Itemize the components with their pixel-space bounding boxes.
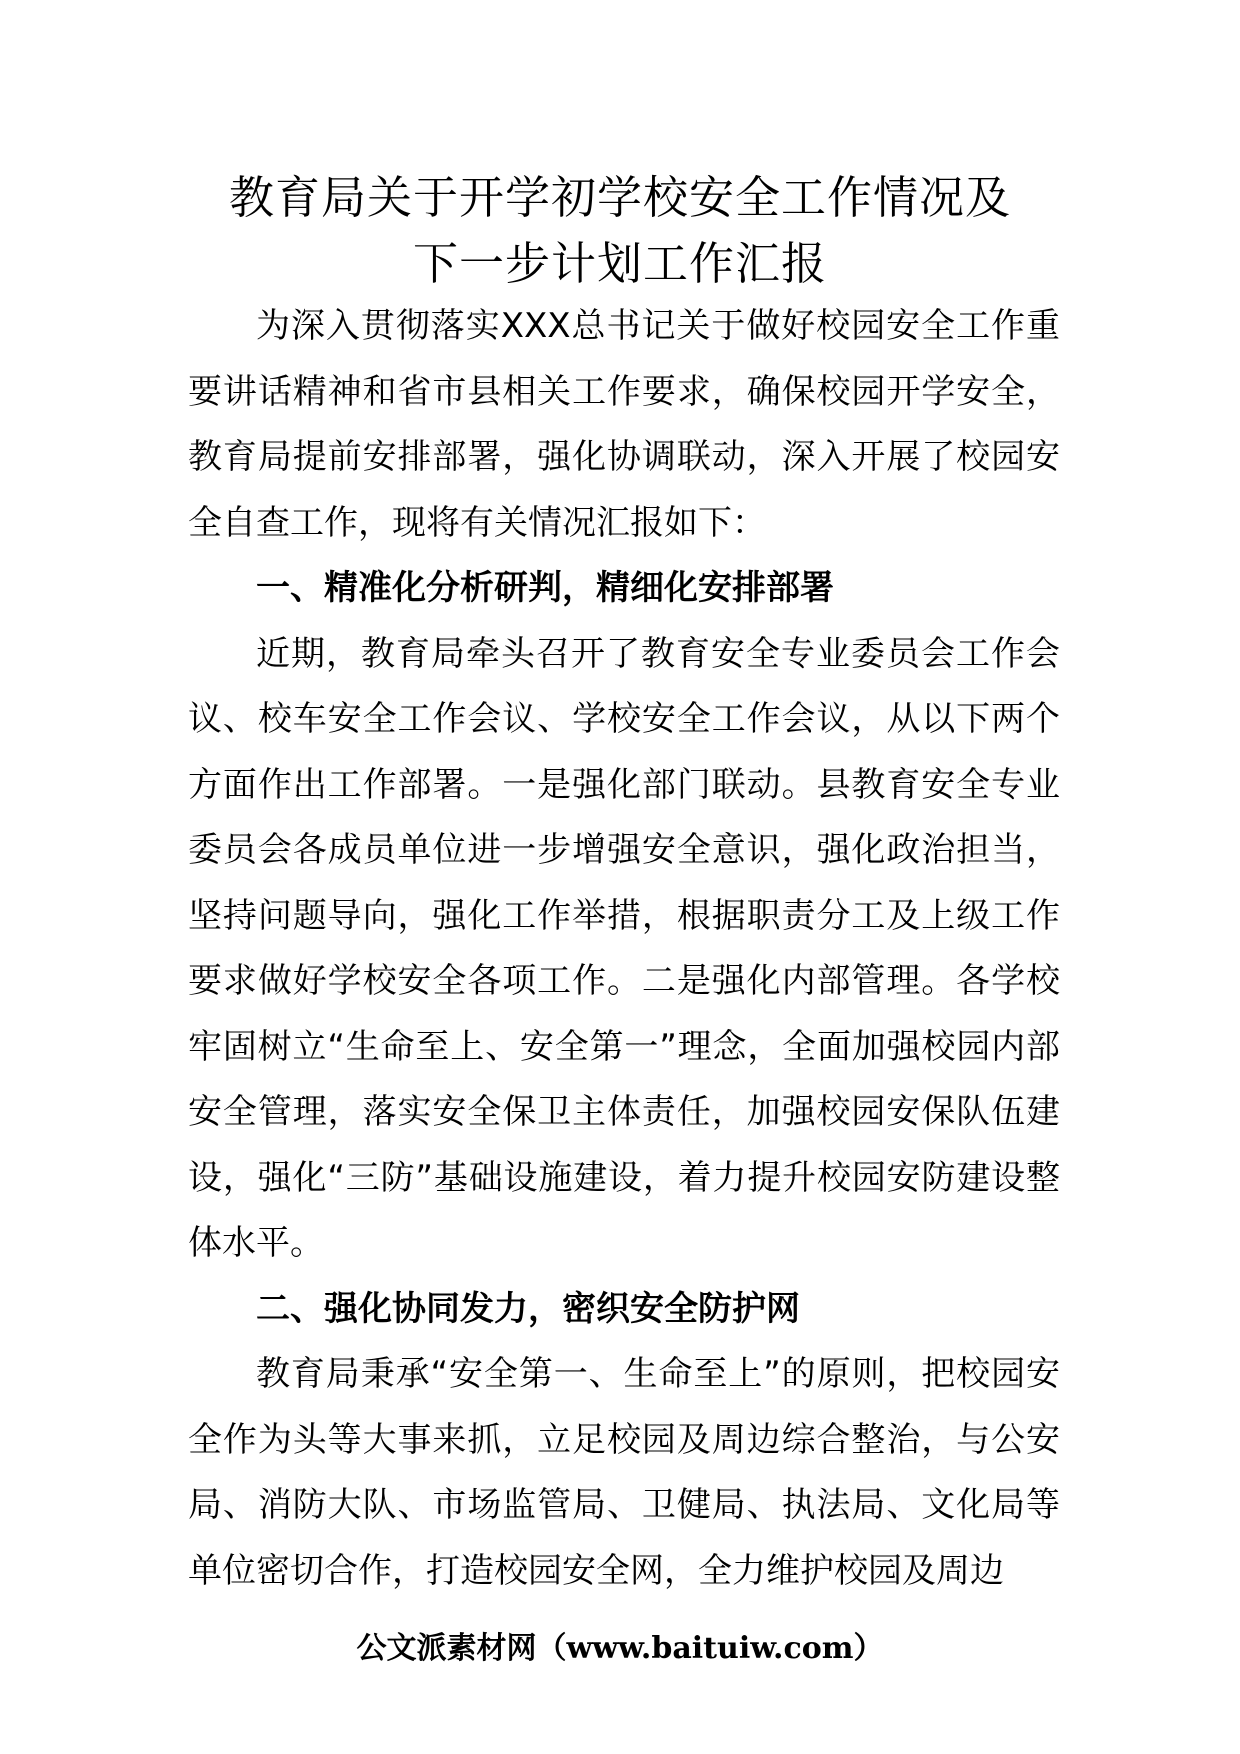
intro-paragraph: 为深入贯彻落实XXX总书记关于做好校园安全工作重要讲话精神和省市县相关工作要求，确保校园开学安全，教育局提前安排部署，强化协调联动，深入开展了校园安全自查工作，现将有关情况汇报如下： (188, 306, 1060, 543)
footer-watermark: 公文派素材网（www.baituiw.com） (356, 1631, 884, 1666)
section-2-paragraph: 教育局秉承“安全第一、生命至上”的原则，把校园安全作为头等大事来抓，立足校园及周边综合整治，与公安局、消防大队、市场监管局、卫健局、执法局、文化局等单位密切合作，打造校园安全网，全力维护校园及周边 (188, 1354, 1060, 1591)
document-body (188, 294, 1060, 1604)
document-title-line-1: 教育局关于开学初学校安全工作情况及 (228, 171, 1011, 224)
section-2-heading: 二、强化协同发力，密织安全防护网 (256, 1288, 800, 1329)
section-1-paragraph: 近期，教育局牵头召开了教育安全专业委员会工作会议、校车安全工作会议、学校安全工作会议，从以下两个方面作出工作部署。一是强化部门联动。县教育安全专业委员会各成员单位进一步增强安全意识，强化政治担当，坚持问题导向，强化工作举措，根据职责分工及上级工作要求做好学校安全各项工作。二是强化内部管理。各学校牢固树立“生命至上、安全第一”理念，全面加强校园内部安全管理，落实安全保卫主体责任，加强校园安保队伍建设，强化“三防”基础设施建设，着力提升校园安防建设整体水平。 (188, 633, 1060, 1263)
section-1-heading: 一、精准化分析研判，精细化安排部署 (256, 568, 834, 608)
document-title-line-2: 下一步计划工作汇报 (412, 237, 827, 290)
